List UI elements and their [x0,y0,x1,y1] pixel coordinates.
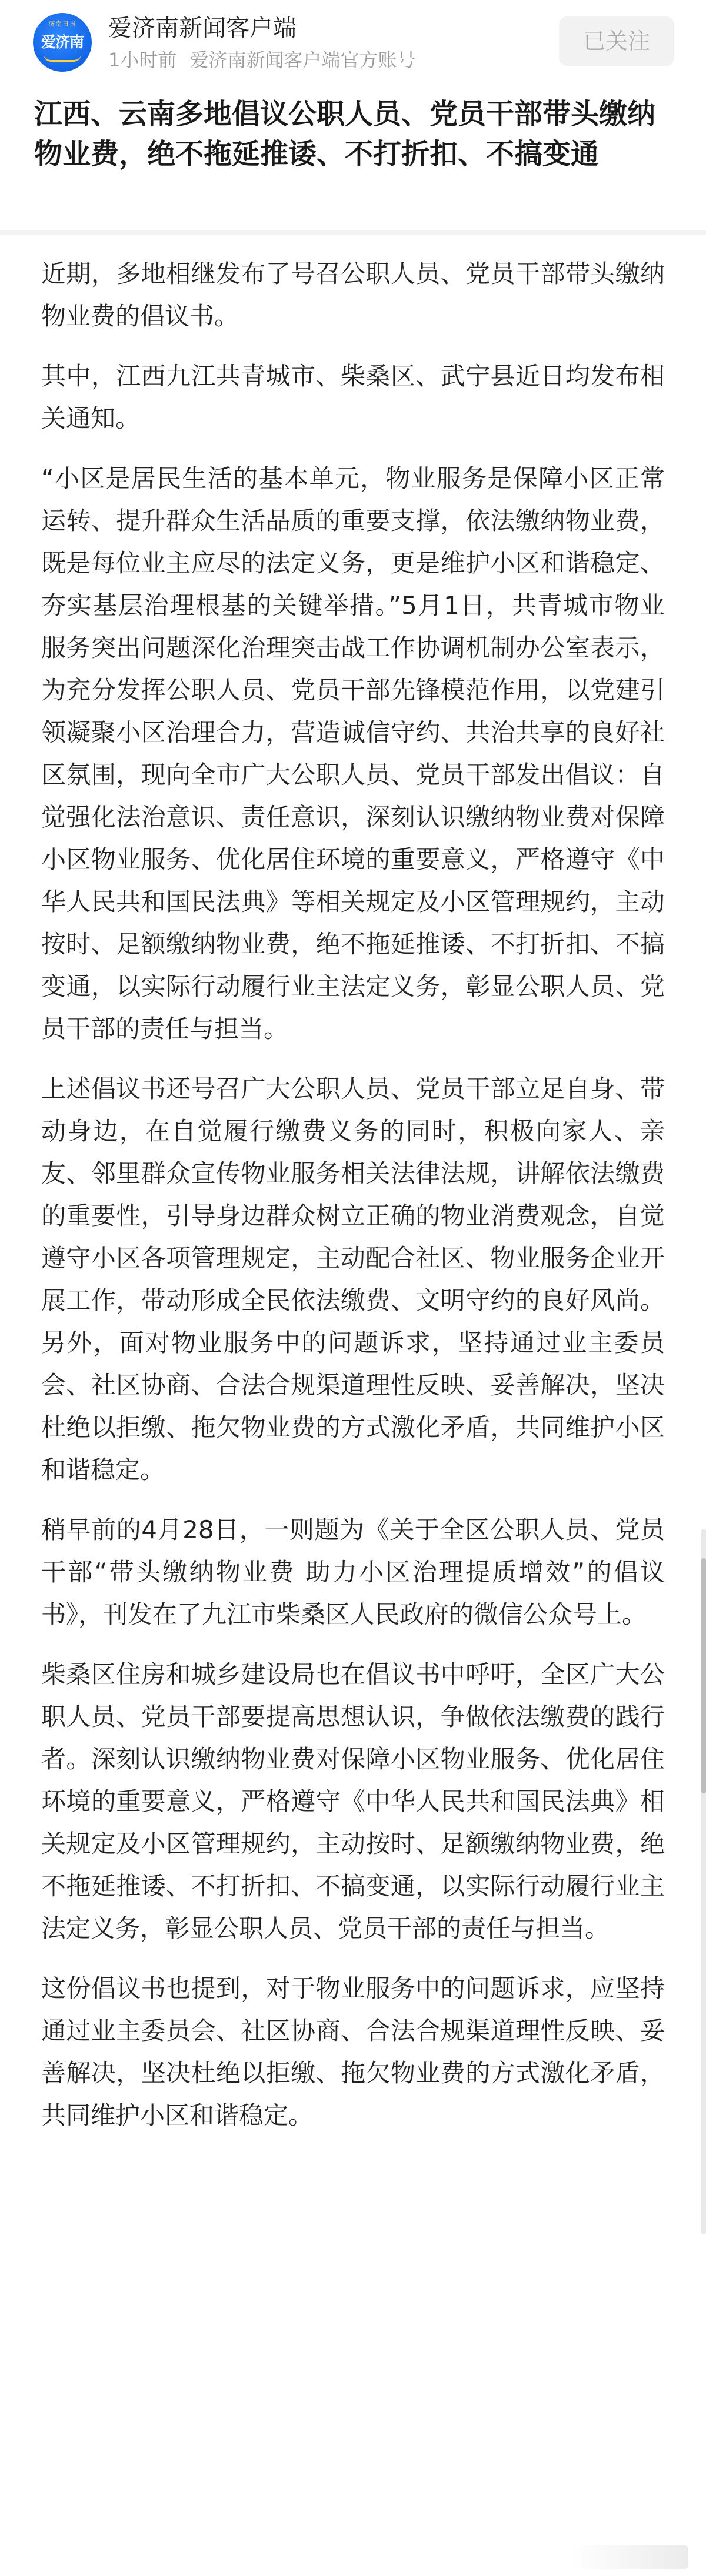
avatar-logo-text: 爱济南 [41,34,84,51]
article-paragraph: 上述倡议书还号召广大公职人员、党员干部立足自身、带动身边，在自觉履行缴费义务的同时，积极向家人、亲友、邻里群众宣传物业服务相关法律法规，讲解依法缴费的重要性，引导身边群众树立正确的物业消费观念，自觉遵守小区各项管理规定，主动配合社区、物业服务企业开展工作，带动形成全民依法缴费、文明守约的良好风尚。另外，面对物业服务中的问题诉求，坚持通过业主委员会、社区协商、合法合规渠道理性反映、妥善解决，坚决杜绝以拒缴、拖欠物业费的方式激化矛盾，共同维护小区和谐稳定。 [41,1074,665,1484]
article-paragraph: 柴桑区住房和城乡建设局也在倡议书中呼吁，全区广大公职人员、党员干部要提高思想认识，争做依法缴费的践行者。深刻认识缴纳物业费对保障小区物业服务、优化居住环境的重要意义，严格遵守《中华人民共和国民法典》相关规定及小区管理规约，主动按时、足额缴纳物业费，绝不拖延推诿、不打折扣、不搞变通，以实际行动履行业主法定义务，彰显公职人员、党员干部的责任与担当。 [41,1660,665,1943]
avatar-seal-text: 济南日报 [48,20,76,28]
avatar-arc-decoration [44,54,81,62]
article-title: 江西、云南多地倡议公职人员、党员干部带头缴纳物业费，绝不拖延推诿、不打折扣、不搞变通 [34,98,656,171]
post-meta [108,48,415,72]
article-paragraph: 这份倡议书也提到，对于物业服务中的问题诉求，应坚持通过业主委员会、社区协商、合法合规渠道理性反映、妥善解决，坚决杜绝以拒缴、拖欠物业费的方式激化矛盾，共同维护小区和谐稳定。 [41,1974,665,2130]
article-paragraph: 其中，江西九江共青城市、柴桑区、武宁县近日均发布相关通知。 [41,362,665,433]
article-paragraph: “小区是居民生活的基本单元，物业服务是保障小区正常运转、提升群众生活品质的重要支撑，依法缴纳物业费，既是每位业主应尽的法定义务，更是维护小区和谐稳定、夯实基层治理根基的关键举措。”5月1日，共青城市物业服务突出问题深化治理突击战工作协调机制办公室表示，为充分发挥公职人员、党员干部先锋模范作用，以党建引领凝聚小区治理合力，营造诚信守约、共治共享的良好社区氛围，现向全市广大公职人员、党员干部发出倡议：自觉强化法治意识、责任意识，深刻认识缴纳物业费对保障小区物业服务、优化居住环境的重要意义，严格遵守《中华人民共和国民法典》等相关规定及小区管理规约，主动按时、足额缴纳物业费，绝不拖延推诿、不打折扣、不搞变通，以实际行动履行业主法定义务，彰显公职人员、党员干部的责任与担当。 [41,464,665,1043]
watermark [571,2545,688,2569]
article-paragraph: 稍早前的4月28日，一则题为《关于全区公职人员、党员干部“带头缴纳物业费 助力小区治理提质增效”的倡议书》，刊发在了九江市柴桑区人民政府的微信公众号上。 [41,1515,665,1629]
post-header [0,0,706,82]
account-avatar[interactable] [33,13,92,72]
scrollbar-thumb[interactable] [701,1558,706,1793]
account-name[interactable]: 爱济南新闻客户端 [108,15,297,42]
section-divider [0,230,706,235]
article-paragraph: 近期，多地相继发布了号召公职人员、党员干部带头缴纳物业费的倡议书。 [41,259,665,330]
account-description: 爱济南新闻客户端官方账号 [189,49,416,71]
post-time: 1小时前 [108,49,177,71]
article-body [41,253,665,2154]
follow-button[interactable]: 已关注 [559,16,674,66]
